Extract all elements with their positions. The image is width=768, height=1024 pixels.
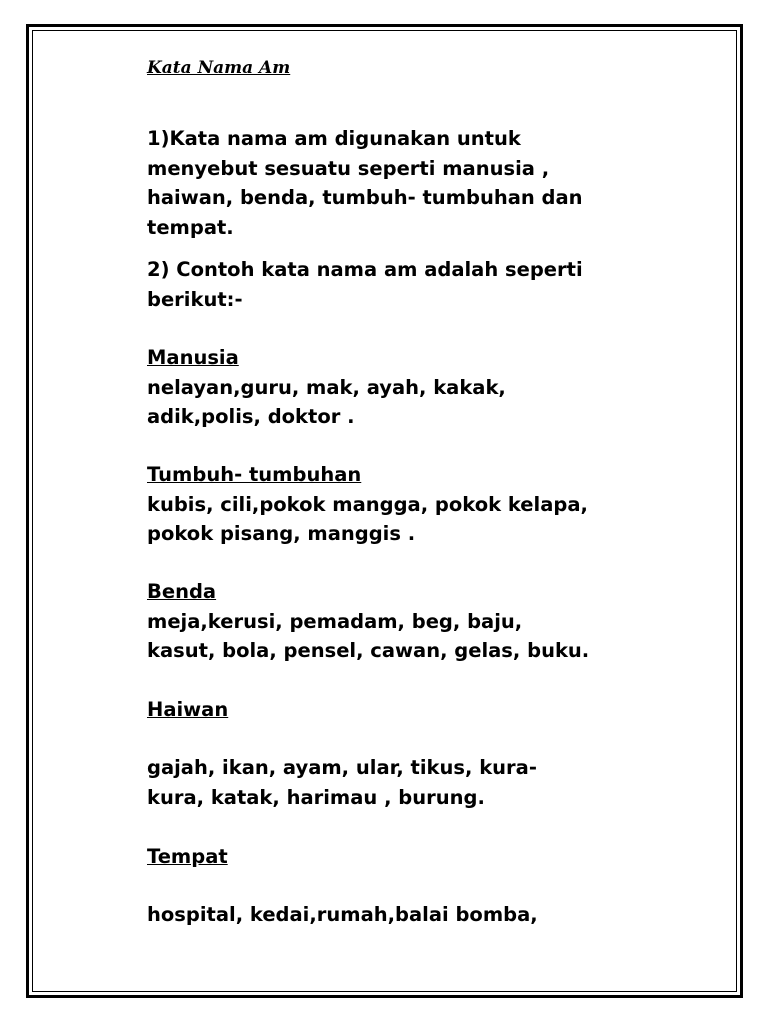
- section-line: kasut, bola, pensel, cawan, gelas, buku.: [147, 639, 590, 662]
- section-tempat: [147, 900, 538, 930]
- section-haiwan-heading-block: [147, 695, 228, 725]
- section-line: hospital, kedai,rumah,balai bomba,: [147, 903, 538, 926]
- point-2-line: berikut:-: [147, 287, 243, 311]
- section-heading: Tempat: [147, 845, 228, 868]
- section-line: kura, katak, harimau , burung.: [147, 785, 485, 809]
- section-manusia: [147, 343, 506, 432]
- section-heading: Benda: [147, 580, 217, 603]
- section-benda: [147, 577, 589, 666]
- point-1-line: tempat.: [147, 215, 234, 239]
- point-2: [147, 255, 583, 314]
- section-line: pokok pisang, manggis .: [147, 522, 416, 545]
- section-heading: Haiwan: [147, 698, 229, 721]
- point-1: [147, 124, 583, 242]
- section-line: kubis, cili,pokok mangga, pokok kelapa,: [147, 492, 588, 516]
- section-haiwan: [147, 753, 537, 812]
- section-line: meja,kerusi, pemadam, beg, baju,: [147, 609, 523, 633]
- section-tempat-heading-block: [147, 842, 228, 872]
- section-heading: Tumbuh- tumbuhan: [147, 463, 362, 486]
- document-title: Kata Nama Am: [147, 58, 291, 78]
- section-line: adik,polis, doktor .: [147, 405, 355, 428]
- section-heading: Manusia: [147, 346, 239, 369]
- point-1-line: menyebut sesuatu seperti manusia ,: [147, 156, 550, 180]
- section-tumbuhan: [147, 460, 588, 549]
- section-line: nelayan,guru, mak, ayah, kakak,: [147, 375, 506, 399]
- section-line: gajah, ikan, ayam, ular, tikus, kura-: [147, 756, 537, 779]
- point-2-line: 2) Contoh kata nama am adalah seperti: [147, 258, 583, 281]
- point-1-line: haiwan, benda, tumbuh- tumbuhan dan: [147, 186, 583, 209]
- point-1-line: 1)Kata nama am digunakan untuk: [147, 127, 521, 150]
